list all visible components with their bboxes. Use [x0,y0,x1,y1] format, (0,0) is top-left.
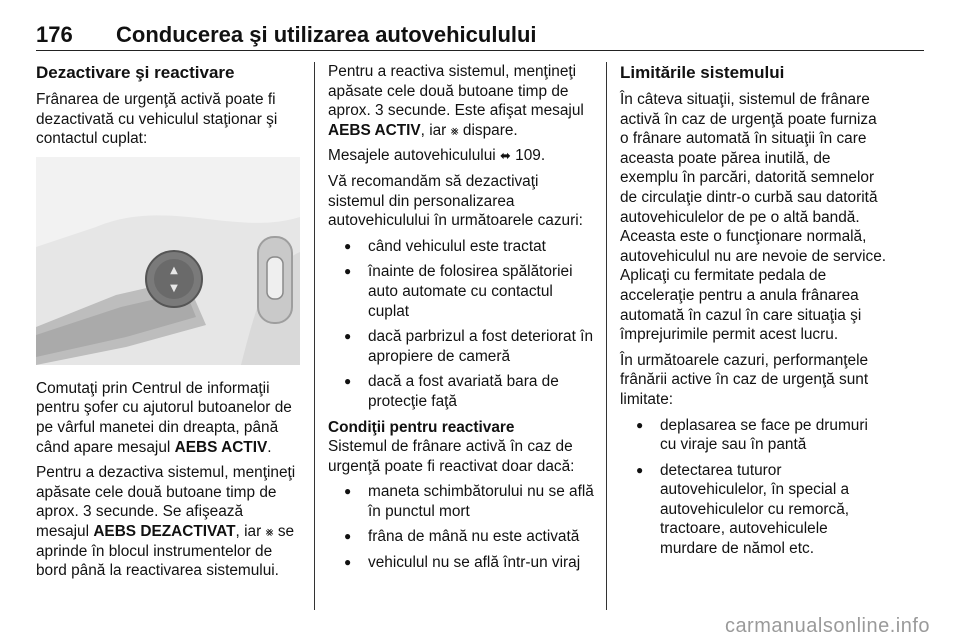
aebs-activ-message: AEBS ACTIV [328,121,421,139]
paragraph: Pentru a reactiva sistemul, menţineţi apăsate cele două butoane timp de aprox. 3 secunde. Este afişat mesajul AEBS ACTIV, iar ⨳ dispare. [328,63,584,139]
paragraph: Comutaţi prin Centrul de informaţii pentru şofer cu ajutorul butoanelor de pe vârful manetei din dreapta, până când apare mesajul AEBS ACTIV. [36,379,292,456]
page-reference-arrow-icon: ⬌ [499,148,511,164]
paragraph: Frânarea de urgenţă activă poate fi dezactivată cu vehiculul staţionar şi contactul cuplat: [36,91,278,148]
aebs-activ-message: AEBS ACTIV [174,438,268,456]
page-header [36,20,924,51]
aebs-off-warning-icon: ⨳ [265,523,274,539]
subheading: Condiţii pentru reactivare [328,418,515,436]
aebs-dezactivat-message: AEBS DEZACTIVAT [93,522,236,540]
watermark: carmanualsonline.info [724,615,930,637]
steering-lever-buttons-illustration [36,157,300,365]
list-item: ● când vehiculul este tractat [328,237,594,257]
column-2 [328,62,594,579]
paragraph: Vă recomandăm să dezactivaţi sistemul din personalizarea autovehiculului în următoarele cazuri: [328,172,583,230]
column-divider [314,62,315,610]
column-divider [606,62,607,610]
list-item: ● dacă a fost avariată bara de protecţie faţă [328,372,594,411]
list-item: ● înainte de folosirea spălătoriei auto automate cu contactul cuplat [328,262,594,321]
section-heading: Limitările sistemului [620,63,785,82]
aebs-off-warning-icon: ⨳ [450,122,459,138]
svg-text:▼: ▼ [170,282,178,294]
svg-text:▲: ▲ [170,264,178,276]
column-1 [36,62,300,587]
chapter-title: Conducerea şi utilizarea autovehiculului [116,22,537,47]
page-number: 176 [36,22,73,47]
bullet-list [328,482,594,572]
paragraph: În următoarele cazuri, performanţele frânării active în caz de urgenţă sunt limitate: [620,351,869,408]
list-item: ● deplasarea se face pe drumuri cu viraje sau în pantă [620,416,888,455]
section-heading: Dezactivare şi reactivare [36,63,235,82]
paragraph: Pentru a dezactiva sistemul, menţineţi apăsate cele două butoane timp de aprox. 3 secunde. Se afişează mesajul AEBS DEZACTIVAT, iar ⨳ se aprinde în blocul instrumentelor de bord până la reactivarea sistemului. [36,464,296,580]
paragraph: În câteva situaţii, sistemul de frânare activă în caz de urgenţă poate furniza o frânare automată în situaţii în care aceasta poate părea inutilă, de exemplu în parcări, datorită semnelor de circulaţie dintr-o curbă sau datorită autovehiculelor de pe o altă bandă. Aceasta este o funcţionare normală, autovehiculul nu are nevoie de service. Aplicaţi cu fermitate pedala de acceleraţie pentru a anula frânarea automată în cazul în care situaţia şi împrejurimile permit acest lucru. [620,91,887,344]
list-item: ● maneta schimbătorului nu se află în punctul mort [328,482,594,521]
bullet-list [328,237,594,412]
column-3 [620,62,888,565]
bullet-list [620,416,888,559]
paragraph: Sistemul de frânare activă în caz de urgenţă poate fi reactivat doar dacă: [328,438,575,475]
list-item: ● vehiculul nu se află într-un viraj [328,553,594,573]
paragraph: Mesajele autovehiculului ⬌ 109. [328,147,546,165]
list-item: ● dacă parbrizul a fost deteriorat în apropiere de cameră [328,327,594,366]
list-item: ● frâna de mână nu este activată [328,527,594,547]
list-item: ● detectarea tuturor autovehiculelor, în special a autovehiculelor cu remorcă, tractoare, autovehiculele murdare de nămol etc. [620,461,888,559]
